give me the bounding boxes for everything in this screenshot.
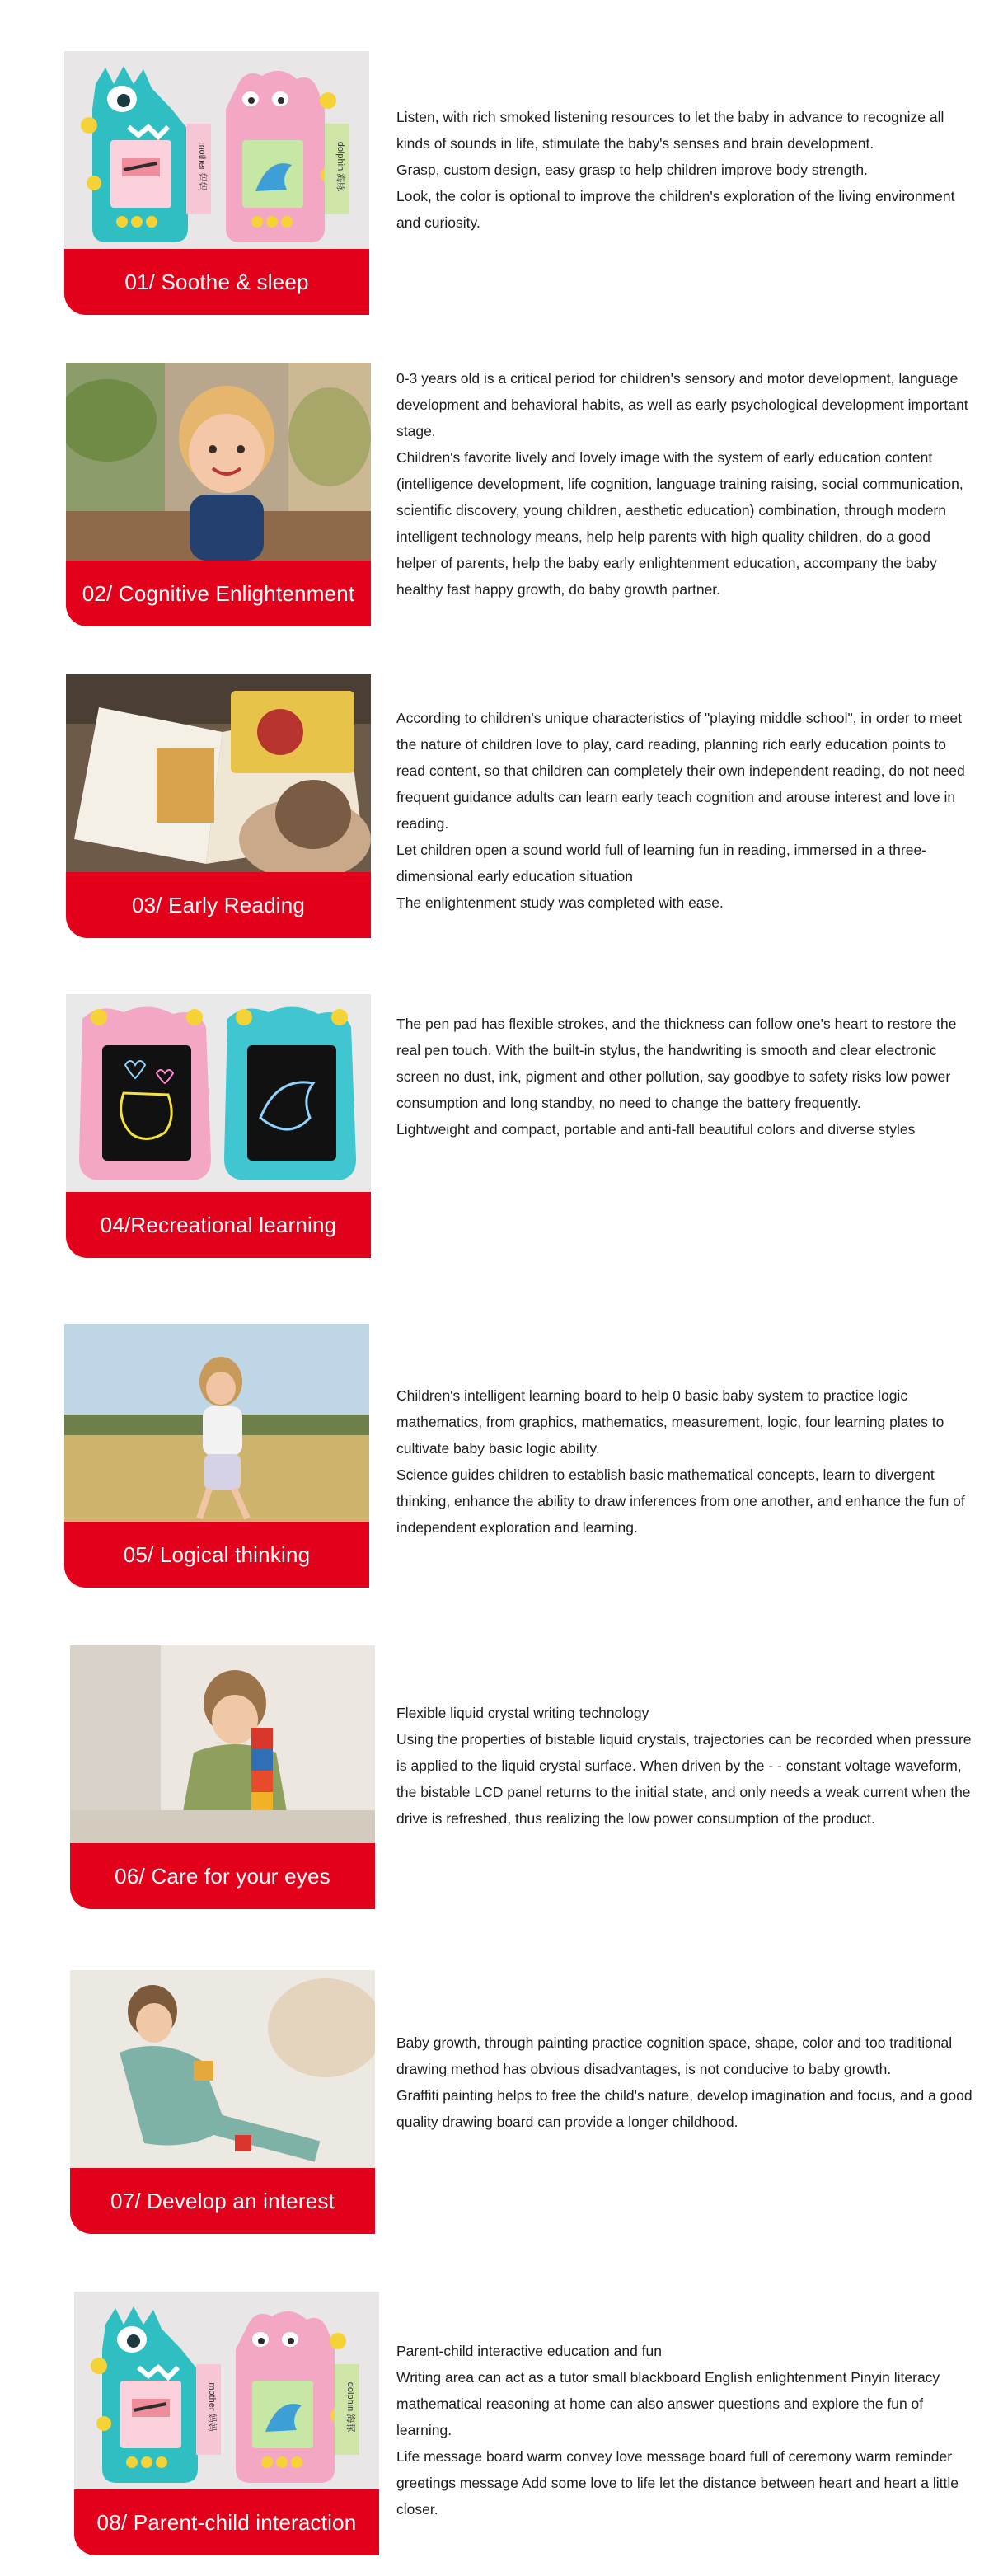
section-title-banner: 01/ Soothe & sleep: [64, 249, 369, 315]
product-photo: [64, 1324, 369, 1522]
dino-devices-illustration: [64, 51, 369, 249]
product-photo: [66, 674, 371, 872]
paragraph: Listen, with rich smoked listening resources to let the baby in advance to recognize all kinds of sounds in life, stimulate the baby's senses and brain development.: [396, 109, 944, 152]
section-title-banner: 08/ Parent-child interaction: [74, 2489, 379, 2555]
girl-running-image: [64, 1324, 369, 1522]
left-card-label: mother 妈妈: [207, 2382, 217, 2432]
paragraph: Using the properties of bistable liquid crystals, trajectories can be recorded when pressure is applied to the liquid crystal surface. When driven by the - - constant voltage waveform, the bistable LCD panel returns to the initial state, and only needs a weak current when the drive is refreshed, thus realizing the low power consumption of the product.: [396, 1731, 972, 1827]
section-description: [396, 705, 973, 916]
section-title-banner: 04/Recreational learning: [66, 1192, 371, 1258]
smiling-toddler-image: [66, 363, 371, 561]
paragraph: Look, the color is optional to improve the children's exploration of the living environment and curiosity.: [396, 188, 955, 231]
paragraph: Parent-child interactive education and fun: [396, 2343, 663, 2359]
paragraph: Let children open a sound world full of learning fun in reading, immersed in a three-dimensional early education situation: [396, 842, 927, 884]
child-reading-image: [66, 674, 371, 872]
feature-card: [66, 363, 371, 626]
section-description: [396, 1700, 973, 1832]
child-stacking-blocks-image: [70, 1645, 375, 1843]
section-description: [396, 104, 973, 236]
product-photo: [70, 1645, 375, 1843]
feature-card: [74, 2292, 379, 2555]
paragraph: According to children's unique characteristics of "playing middle school", in order to meet the nature of children love to play, card reading, planning rich early education points to read content, so that children can completely their own independent reading, do not need frequent guidance adults can learn early teach cognition and arouse interest and love in reading.: [396, 710, 965, 832]
product-photo: [66, 363, 371, 561]
left-card-label: mother 妈妈: [197, 142, 207, 191]
section-description: [396, 365, 973, 603]
product-photo: [64, 51, 369, 249]
section-title-banner: 06/ Care for your eyes: [70, 1843, 375, 1909]
section-title-banner: 03/ Early Reading: [66, 872, 371, 938]
right-card-label: dolphin 海豚: [335, 141, 345, 192]
paragraph: Grasp, custom design, easy grasp to help children improve body strength.: [396, 162, 868, 178]
paragraph: Lightweight and compact, portable and anti-fall beautiful colors and diverse styles: [396, 1121, 916, 1138]
section-title-banner: 07/ Develop an interest: [70, 2168, 375, 2234]
section-description: [396, 2029, 973, 2135]
paragraph: Graffiti painting helps to free the child's nature, develop imagination and focus, and a good quality drawing board can provide a longer childhood.: [396, 2087, 973, 2130]
feature-card: [64, 1324, 369, 1588]
section-title-banner: 02/ Cognitive Enlightenment: [66, 561, 371, 626]
section-description: [396, 1382, 973, 1541]
product-photo: [74, 2292, 379, 2489]
product-photo: [66, 994, 371, 1192]
paragraph: Life message board warm convey love message board full of ceremony warm reminder greetings message Add some love to life let the distance between heart and heart a little closer.: [396, 2448, 959, 2517]
paragraph: Children's favorite lively and lovely image with the system of early education content (intelligence development, life cognition, language training raising, social communication, scientific discovery, young children, aesthetic education) combination, through modern intelligent technology means, help help parents with high quality children, do a good helper of parents, help the baby early enlightenment education, accompany the baby healthy fast happy growth, do baby growth partner.: [396, 449, 963, 598]
writing-pads-image: [66, 994, 371, 1192]
right-card-label: dolphin 海豚: [345, 2381, 355, 2433]
paragraph: Baby growth, through painting practice cognition space, shape, color and too traditional drawing method has obvious disadvantages, is not conducive to baby growth.: [396, 2034, 953, 2077]
feature-card: [66, 674, 371, 938]
feature-card: [64, 51, 369, 315]
feature-card: [66, 994, 371, 1258]
dino-devices-illustration: [74, 2292, 379, 2489]
product-photo: [70, 1970, 375, 2168]
feature-card: [70, 1970, 375, 2234]
paragraph: The pen pad has flexible strokes, and the thickness can follow one's heart to restore the real pen touch. With the built-in stylus, the handwriting is smooth and clear electronic screen no dust, ink, pigment and other pollution, say goodbye to safety risks low power consumption and long standby, no need to change the battery frequently.: [396, 1016, 957, 1111]
paragraph: Writing area can act as a tutor small blackboard English enlightenment Pinyin literacy mathematical reasoning at home can also answer questions and explore the fun of learning.: [396, 2369, 940, 2438]
section-description: [396, 2338, 973, 2522]
paragraph: Flexible liquid crystal writing technology: [396, 1705, 649, 1721]
paragraph: The enlightenment study was completed with ease.: [396, 894, 724, 911]
paragraph: 0-3 years old is a critical period for children's sensory and motor development, language development and behavioral habits, as well as early psychological development important stage.: [396, 370, 968, 439]
section-title-banner: 05/ Logical thinking: [64, 1522, 369, 1588]
child-playing-image: [70, 1970, 375, 2168]
feature-card: [70, 1645, 375, 1909]
paragraph: Science guides children to establish basic mathematical concepts, learn to divergent thinking, enhance the ability to draw inferences from one another, and enhance the fun of independent exploration and learning.: [396, 1466, 965, 1536]
paragraph: Children's intelligent learning board to help 0 basic baby system to practice logic mathematics, from graphics, mathematics, measurement, logic, four learning plates to cultivate baby basic logic ability.: [396, 1387, 944, 1457]
section-description: [396, 1011, 973, 1143]
